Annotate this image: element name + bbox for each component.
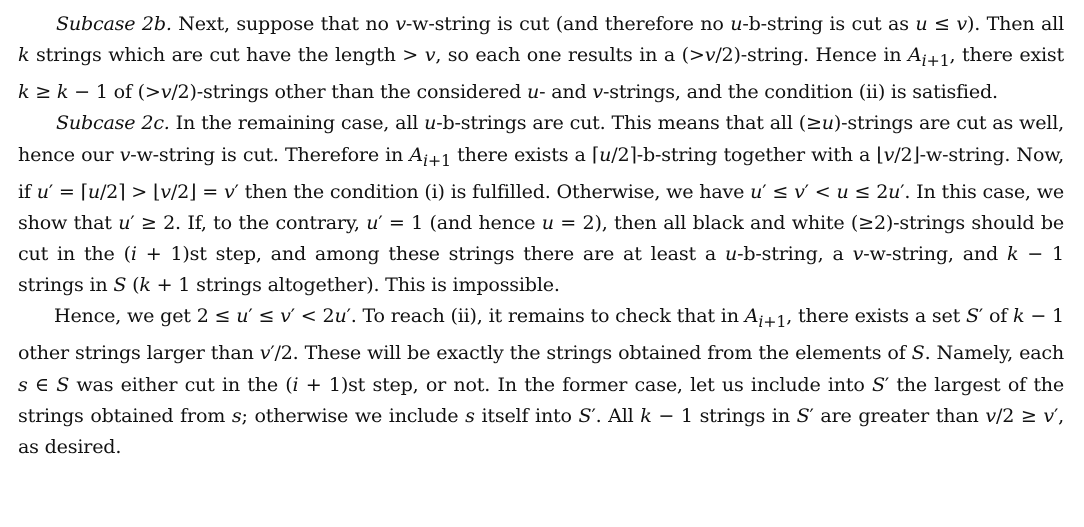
paragraph-subcase-2b: Subcase 2b. Next, suppose that no v-w-string is cut (and therefore no u-b-string is cut as u ≤ v). Then all k strings which are cut have the length > v, so each one results in a (>v/2)-string. Hence in $A_{i+1}$, there exist k ≥ k − 1 of (>v/2)-strings other than the considered u- and v-strings, and the condition (ii) is satisfied.	[18, 12, 1064, 104]
proof-text-block	[18, 8, 1064, 462]
paragraph-conclusion: Hence, we get 2 ≤ u′ ≤ v′ < 2u′. To reach (ii), it remains to check that in $A_{i+1}$, there exists a set S′ of k − 1 other strings larger than v′/2. These will be exactly the strings obtained from the elements of S. Namely, each s ∈ S was either cut in the (i + 1)st step, or not. In the former case, let us include into S′ the largest of the strings obtained from s; otherwise we include s itself into S′. All k − 1 strings in S′ are greater than v/2 ≥ v′, as desired.	[18, 304, 1065, 459]
paragraph-subcase-2c: Subcase 2c. In the remaining case, all u-b-strings are cut. This means that all (≥u)-strings are cut as well, hence our v-w-string is cut. Therefore in $A_{i+1}$ there exists a ⌈u/2⌉-b-string together with a ⌊v/2⌋-w-string. Now, if u′ = ⌈u/2⌉ > ⌊v/2⌋ = v′ then the condition (i) is fulfilled. Otherwise, we have u′ ≤ v′ < u ≤ 2u′. In this case, we show that u′ ≥ 2. If, to the contrary, u′ = 1 (and hence u = 2), then all black and white (≥2)-strings should be cut in the (i + 1)st step, and among these strings there are at least a u-b-string, a v-w-string, and k − 1 strings in S (k + 1 strings altogether). This is impossible.	[18, 111, 1064, 297]
